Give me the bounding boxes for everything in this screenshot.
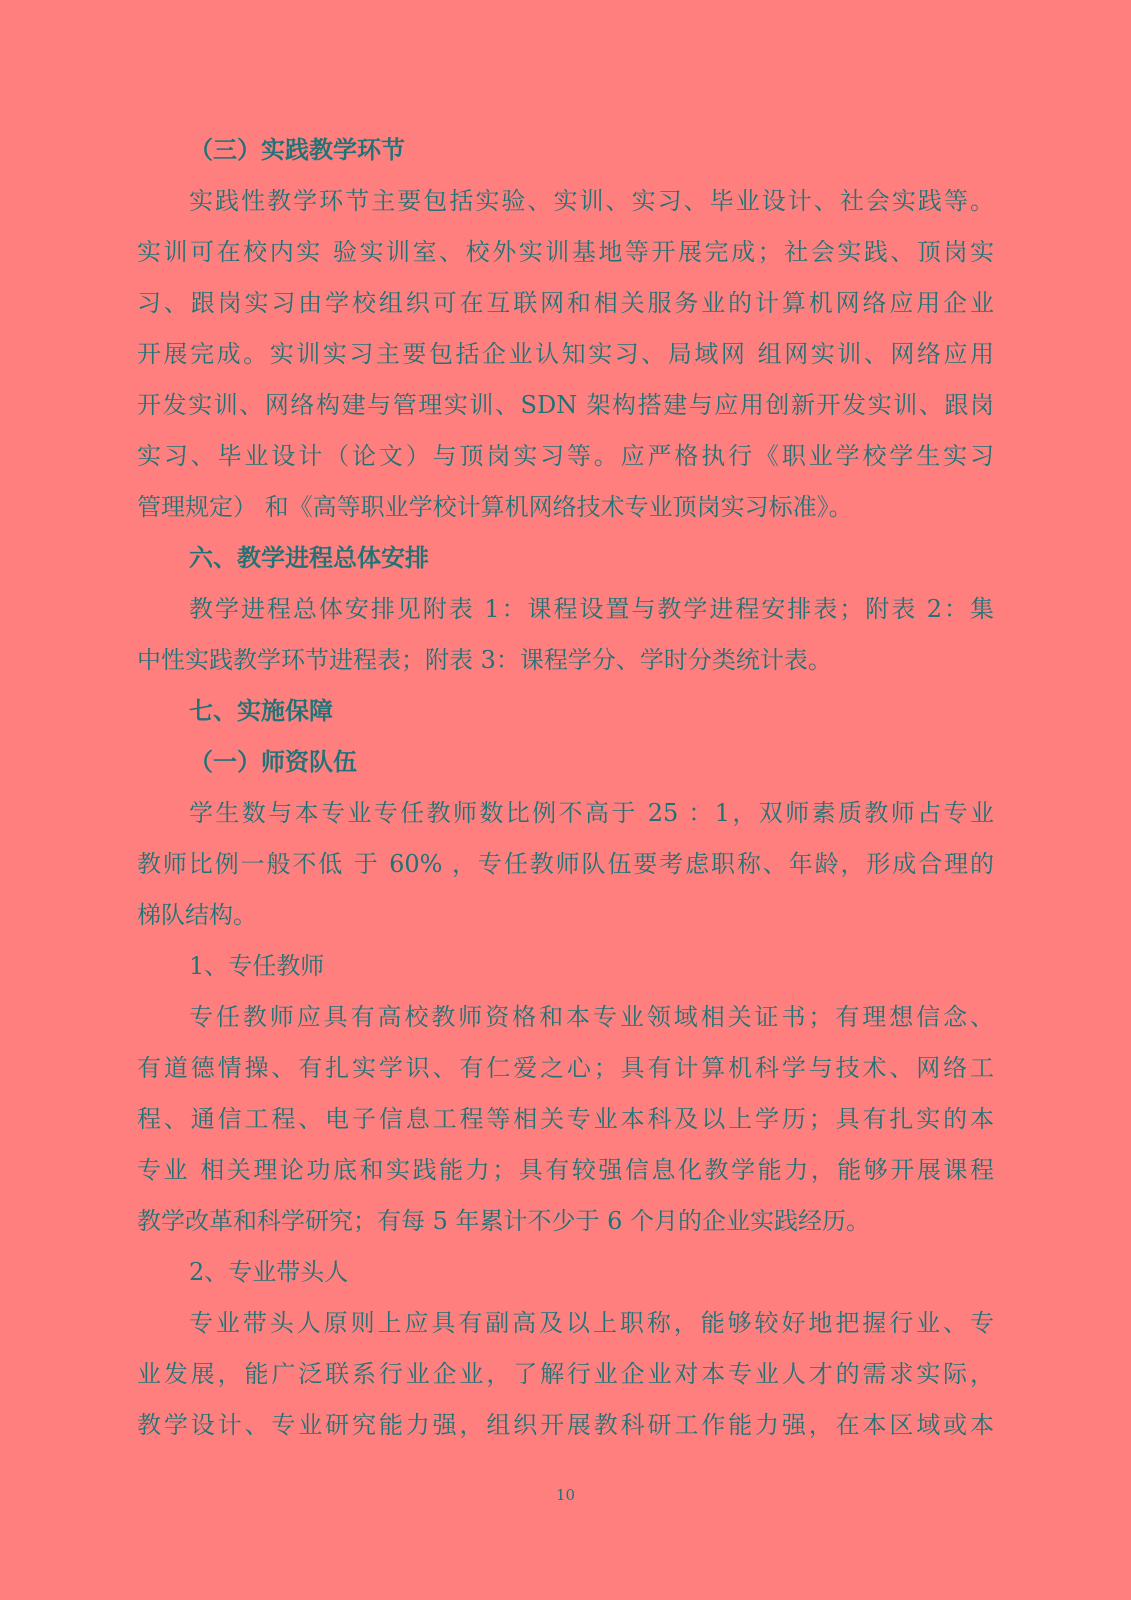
subsection-heading-faculty: （一）师资队伍 (189, 748, 357, 776)
paragraph-line: 开发实训、网络构建与管理实训、SDN 架构搭建与应用创新开发实训、跟岗 (137, 391, 994, 419)
paragraph-line: 教学设计、专业研究能力强，组织开展教科研工作能力强，在本区域或本 (137, 1411, 994, 1439)
paragraph-line: 学生数与本专业专任教师数比例不高于 25 ：1，双师素质教师占专业 (189, 799, 994, 827)
item-heading-program-leader: 2、专业带头人 (189, 1258, 349, 1286)
paragraph-line: 程、通信工程、电子信息工程等相关专业本科及以上学历；具有扎实的本 (137, 1105, 994, 1133)
section-heading-implementation: 七、实施保障 (189, 697, 333, 725)
paragraph-line: 实习、毕业设计（论文）与顶岗实习等。应严格执行《职业学校学生实习 (137, 442, 994, 470)
paragraph-line: 梯队结构。 (137, 901, 257, 929)
paragraph-line: 开展完成。实训实习主要包括企业认知实习、局域网 组网实训、网络应用 (137, 340, 994, 368)
paragraph-line: 业发展，能广泛联系行业企业，了解行业企业对本专业人才的需求实际， (137, 1360, 994, 1388)
paragraph-line: 教学改革和科学研究；有每 5 年累计不少于 6 个月的企业实践经历。 (137, 1207, 871, 1235)
paragraph-line: 管理规定） 和《高等职业学校计算机网络技术专业顶岗实习标准》。 (137, 493, 853, 521)
section-heading-practice-teaching: （三）实践教学环节 (189, 136, 405, 164)
paragraph-line: 实训可在校内实 验实训室、校外实训基地等开展完成；社会实践、顶岗实 (137, 238, 994, 266)
paragraph-line: 习、跟岗实习由学校组织可在互联网和相关服务业的计算机网络应用企业 (137, 289, 994, 317)
paragraph-line: 教学进程总体安排见附表 1：课程设置与教学进程安排表；附表 2：集 (189, 595, 994, 623)
paragraph-line: 中性实践教学环节进程表；附表 3：课程学分、学时分类统计表。 (137, 646, 832, 674)
paragraph-line: 教师比例一般不低 于 60% ，专任教师队伍要考虑职称、年龄，形成合理的 (137, 850, 994, 878)
section-heading-teaching-schedule: 六、教学进程总体安排 (189, 544, 429, 572)
paragraph-line: 专任教师应具有高校教师资格和本专业领域相关证书；有理想信念、 (189, 1003, 994, 1031)
paragraph-line: 专业 相关理论功底和实践能力；具有较强信息化教学能力，能够开展课程 (137, 1156, 994, 1184)
paragraph-line: 有道德情操、有扎实学识、有仁爱之心；具有计算机科学与技术、网络工 (137, 1054, 994, 1082)
item-heading-fulltime-teachers: 1、专任教师 (189, 952, 325, 980)
paragraph-line: 专业带头人原则上应具有副高及以上职称，能够较好地把握行业、专 (189, 1309, 994, 1337)
page-number: 10 (555, 1486, 576, 1504)
paragraph-line: 实践性教学环节主要包括实验、实训、实习、毕业设计、社会实践等。 (189, 187, 994, 215)
